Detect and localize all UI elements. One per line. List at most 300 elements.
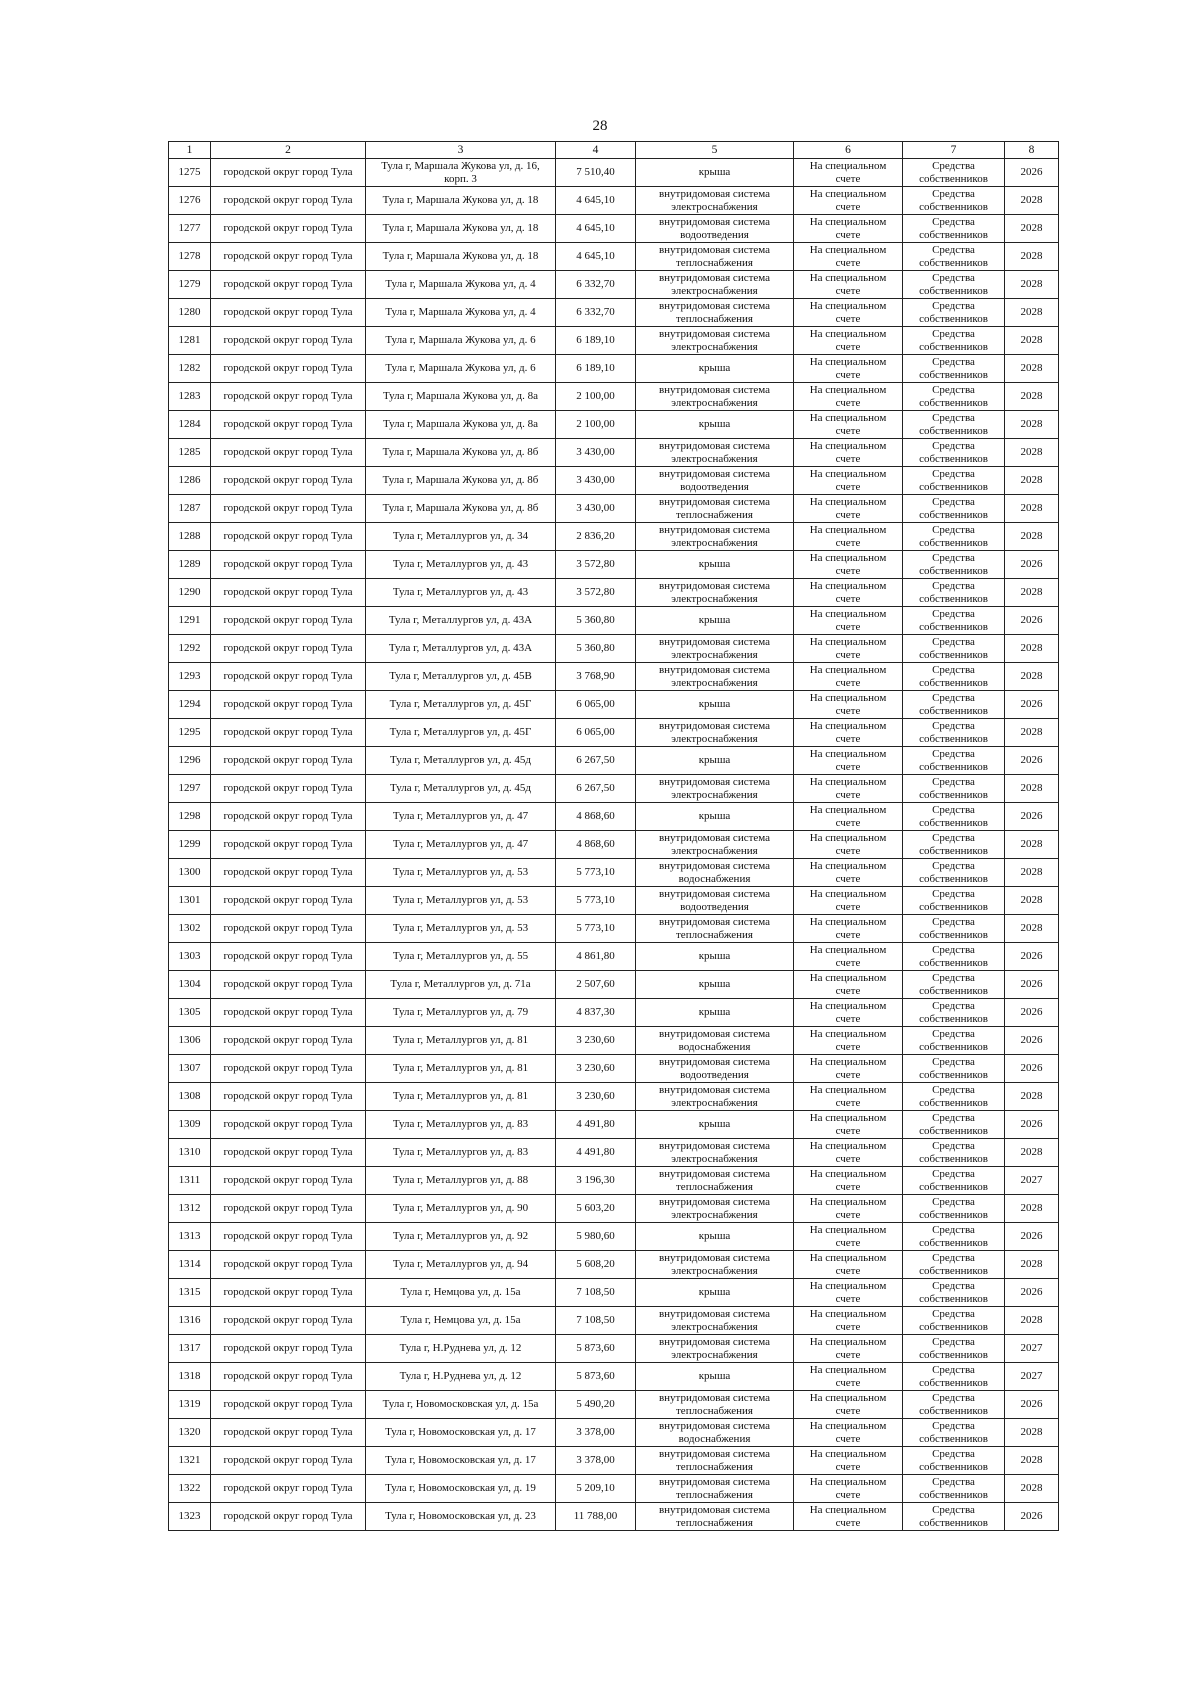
funding-source-cell: Средства собственников — [903, 719, 1005, 747]
area-cell: 2 100,00 — [556, 411, 636, 439]
work-type-cell: внутридомовая система электроснабжения — [636, 1251, 794, 1279]
row-number-cell: 1308 — [169, 1083, 211, 1111]
work-type-cell: внутридомовая система теплоснабжения — [636, 1447, 794, 1475]
area-cell: 3 430,00 — [556, 495, 636, 523]
funding-source-cell: Средства собственников — [903, 159, 1005, 187]
table-row — [169, 999, 1059, 1027]
address-cell: Тула г, Маршала Жукова ул, д. 8б — [366, 467, 556, 495]
column-header: 8 — [1005, 142, 1059, 159]
fund-method-cell: На специальном счете — [794, 523, 903, 551]
fund-method-cell: На специальном счете — [794, 271, 903, 299]
fund-method-cell: На специальном счете — [794, 607, 903, 635]
column-header: 4 — [556, 142, 636, 159]
table-row — [169, 719, 1059, 747]
municipality-cell: городской округ город Тула — [211, 355, 366, 383]
fund-method-cell: На специальном счете — [794, 1139, 903, 1167]
work-type-cell: внутридомовая система теплоснабжения — [636, 299, 794, 327]
row-number-cell: 1275 — [169, 159, 211, 187]
area-cell: 7 510,40 — [556, 159, 636, 187]
area-cell: 4 837,30 — [556, 999, 636, 1027]
fund-method-cell: На специальном счете — [794, 747, 903, 775]
municipality-cell: городской округ город Тула — [211, 1475, 366, 1503]
row-number-cell: 1320 — [169, 1419, 211, 1447]
area-cell: 6 065,00 — [556, 719, 636, 747]
work-type-cell: внутридомовая система электроснабжения — [636, 1139, 794, 1167]
fund-method-cell: На специальном счете — [794, 439, 903, 467]
work-type-cell: внутридомовая система водоотведения — [636, 467, 794, 495]
table-row — [169, 1027, 1059, 1055]
municipality-cell: городской округ город Тула — [211, 495, 366, 523]
year-cell: 2027 — [1005, 1363, 1059, 1391]
work-type-cell: внутридомовая система водоснабжения — [636, 1027, 794, 1055]
row-number-cell: 1312 — [169, 1195, 211, 1223]
table-row — [169, 299, 1059, 327]
address-cell: Тула г, Маршала Жукова ул, д. 8б — [366, 439, 556, 467]
row-number-cell: 1313 — [169, 1223, 211, 1251]
address-cell: Тула г, Немцова ул, д. 15а — [366, 1279, 556, 1307]
area-cell: 5 490,20 — [556, 1391, 636, 1419]
header-row — [169, 142, 1059, 159]
municipality-cell: городской округ город Тула — [211, 327, 366, 355]
table-row — [169, 411, 1059, 439]
fund-method-cell: На специальном счете — [794, 887, 903, 915]
work-type-cell: крыша — [636, 943, 794, 971]
fund-method-cell: На специальном счете — [794, 1419, 903, 1447]
table-row — [169, 607, 1059, 635]
funding-source-cell: Средства собственников — [903, 1363, 1005, 1391]
funding-source-cell: Средства собственников — [903, 299, 1005, 327]
row-number-cell: 1280 — [169, 299, 211, 327]
table-row — [169, 579, 1059, 607]
address-cell: Тула г, Маршала Жукова ул, д. 4 — [366, 299, 556, 327]
municipality-cell: городской округ город Тула — [211, 1195, 366, 1223]
work-type-cell: внутридомовая система электроснабжения — [636, 831, 794, 859]
row-number-cell: 1279 — [169, 271, 211, 299]
row-number-cell: 1295 — [169, 719, 211, 747]
area-cell: 6 332,70 — [556, 299, 636, 327]
row-number-cell: 1296 — [169, 747, 211, 775]
work-type-cell: крыша — [636, 355, 794, 383]
address-cell: Тула г, Новомосковская ул, д. 23 — [366, 1503, 556, 1531]
fund-method-cell: На специальном счете — [794, 1475, 903, 1503]
work-type-cell: крыша — [636, 1223, 794, 1251]
year-cell: 2028 — [1005, 383, 1059, 411]
address-cell: Тула г, Н.Руднева ул, д. 12 — [366, 1335, 556, 1363]
year-cell: 2027 — [1005, 1335, 1059, 1363]
year-cell: 2026 — [1005, 747, 1059, 775]
fund-method-cell: На специальном счете — [794, 943, 903, 971]
work-type-cell: крыша — [636, 1279, 794, 1307]
page-number: 28 — [592, 118, 608, 134]
municipality-cell: городской округ город Тула — [211, 299, 366, 327]
municipality-cell: городской округ город Тула — [211, 1027, 366, 1055]
table-row — [169, 1307, 1059, 1335]
fund-method-cell: На специальном счете — [794, 551, 903, 579]
year-cell: 2028 — [1005, 467, 1059, 495]
area-cell: 3 378,00 — [556, 1419, 636, 1447]
municipality-cell: городской округ город Тула — [211, 439, 366, 467]
work-type-cell: крыша — [636, 747, 794, 775]
table-row — [169, 915, 1059, 943]
funding-source-cell: Средства собственников — [903, 523, 1005, 551]
area-cell: 2 100,00 — [556, 383, 636, 411]
municipality-cell: городской округ город Тула — [211, 1503, 366, 1531]
fund-method-cell: На специальном счете — [794, 999, 903, 1027]
year-cell: 2028 — [1005, 635, 1059, 663]
fund-method-cell: На специальном счете — [794, 1503, 903, 1531]
work-type-cell: внутридомовая система электроснабжения — [636, 383, 794, 411]
funding-source-cell: Средства собственников — [903, 1083, 1005, 1111]
municipality-cell: городской округ город Тула — [211, 803, 366, 831]
area-cell: 3 378,00 — [556, 1447, 636, 1475]
table-row — [169, 971, 1059, 999]
year-cell: 2028 — [1005, 1419, 1059, 1447]
table-row — [169, 663, 1059, 691]
table-row — [169, 1111, 1059, 1139]
area-cell: 5 980,60 — [556, 1223, 636, 1251]
municipality-cell: городской округ город Тула — [211, 383, 366, 411]
area-cell: 6 065,00 — [556, 691, 636, 719]
row-number-cell: 1289 — [169, 551, 211, 579]
address-cell: Тула г, Металлургов ул, д. 34 — [366, 523, 556, 551]
fund-method-cell: На специальном счете — [794, 971, 903, 999]
funding-source-cell: Средства собственников — [903, 1223, 1005, 1251]
row-number-cell: 1299 — [169, 831, 211, 859]
area-cell: 3 768,90 — [556, 663, 636, 691]
address-cell: Тула г, Металлургов ул, д. 43 — [366, 551, 556, 579]
year-cell: 2028 — [1005, 1447, 1059, 1475]
row-number-cell: 1311 — [169, 1167, 211, 1195]
work-type-cell: внутридомовая система электроснабжения — [636, 579, 794, 607]
row-number-cell: 1286 — [169, 467, 211, 495]
table-row — [169, 523, 1059, 551]
year-cell: 2026 — [1005, 1223, 1059, 1251]
table-row — [169, 1447, 1059, 1475]
year-cell: 2028 — [1005, 327, 1059, 355]
table-row — [169, 159, 1059, 187]
year-cell: 2026 — [1005, 1279, 1059, 1307]
row-number-cell: 1307 — [169, 1055, 211, 1083]
row-number-cell: 1292 — [169, 635, 211, 663]
area-cell: 3 430,00 — [556, 439, 636, 467]
area-cell: 5 773,10 — [556, 915, 636, 943]
fund-method-cell: На специальном счете — [794, 691, 903, 719]
municipality-cell: городской округ город Тула — [211, 467, 366, 495]
work-type-cell: крыша — [636, 411, 794, 439]
year-cell: 2028 — [1005, 1139, 1059, 1167]
work-type-cell: крыша — [636, 159, 794, 187]
fund-method-cell: На специальном счете — [794, 159, 903, 187]
municipality-cell: городской округ город Тула — [211, 971, 366, 999]
row-number-cell: 1323 — [169, 1503, 211, 1531]
row-number-cell: 1314 — [169, 1251, 211, 1279]
table-header — [169, 142, 1059, 159]
fund-method-cell: На специальном счете — [794, 1251, 903, 1279]
row-number-cell: 1316 — [169, 1307, 211, 1335]
year-cell: 2028 — [1005, 1251, 1059, 1279]
fund-method-cell: На специальном счете — [794, 775, 903, 803]
area-cell: 3 230,60 — [556, 1055, 636, 1083]
row-number-cell: 1282 — [169, 355, 211, 383]
municipality-cell: городской округ город Тула — [211, 607, 366, 635]
address-cell: Тула г, Маршала Жукова ул, д. 8б — [366, 495, 556, 523]
table-row — [169, 1475, 1059, 1503]
area-cell: 4 645,10 — [556, 187, 636, 215]
table-row — [169, 1223, 1059, 1251]
address-cell: Тула г, Металлургов ул, д. 88 — [366, 1167, 556, 1195]
area-cell: 6 332,70 — [556, 271, 636, 299]
address-cell: Тула г, Металлургов ул, д. 45Г — [366, 691, 556, 719]
address-cell: Тула г, Маршала Жукова ул, д. 6 — [366, 327, 556, 355]
table-row — [169, 691, 1059, 719]
year-cell: 2026 — [1005, 1111, 1059, 1139]
fund-method-cell: На специальном счете — [794, 467, 903, 495]
fund-method-cell: На специальном счете — [794, 327, 903, 355]
funding-source-cell: Средства собственников — [903, 971, 1005, 999]
address-cell: Тула г, Металлургов ул, д. 53 — [366, 887, 556, 915]
fund-method-cell: На специальном счете — [794, 579, 903, 607]
address-cell: Тула г, Маршала Жукова ул, д. 18 — [366, 243, 556, 271]
municipality-cell: городской округ город Тула — [211, 1139, 366, 1167]
municipality-cell: городской округ город Тула — [211, 243, 366, 271]
year-cell: 2026 — [1005, 999, 1059, 1027]
area-cell: 4 868,60 — [556, 831, 636, 859]
work-type-cell: крыша — [636, 971, 794, 999]
fund-method-cell: На специальном счете — [794, 1335, 903, 1363]
area-cell: 11 788,00 — [556, 1503, 636, 1531]
table-row — [169, 467, 1059, 495]
fund-method-cell: На специальном счете — [794, 1447, 903, 1475]
area-cell: 5 608,20 — [556, 1251, 636, 1279]
area-cell: 4 491,80 — [556, 1111, 636, 1139]
fund-method-cell: На специальном счете — [794, 383, 903, 411]
municipality-cell: городской округ город Тула — [211, 747, 366, 775]
funding-source-cell: Средства собственников — [903, 1447, 1005, 1475]
registry-table — [168, 141, 1059, 1531]
funding-source-cell: Средства собственников — [903, 327, 1005, 355]
row-number-cell: 1284 — [169, 411, 211, 439]
municipality-cell: городской округ город Тула — [211, 719, 366, 747]
row-number-cell: 1317 — [169, 1335, 211, 1363]
funding-source-cell: Средства собственников — [903, 859, 1005, 887]
table-row — [169, 215, 1059, 243]
row-number-cell: 1297 — [169, 775, 211, 803]
municipality-cell: городской округ город Тула — [211, 1391, 366, 1419]
address-cell: Тула г, Металлургов ул, д. 81 — [366, 1055, 556, 1083]
funding-source-cell: Средства собственников — [903, 187, 1005, 215]
row-number-cell: 1310 — [169, 1139, 211, 1167]
funding-source-cell: Средства собственников — [903, 1251, 1005, 1279]
funding-source-cell: Средства собственников — [903, 271, 1005, 299]
funding-source-cell: Средства собственников — [903, 1307, 1005, 1335]
fund-method-cell: На специальном счете — [794, 411, 903, 439]
year-cell: 2028 — [1005, 579, 1059, 607]
year-cell: 2026 — [1005, 803, 1059, 831]
year-cell: 2028 — [1005, 915, 1059, 943]
row-number-cell: 1304 — [169, 971, 211, 999]
address-cell: Тула г, Металлургов ул, д. 55 — [366, 943, 556, 971]
fund-method-cell: На специальном счете — [794, 1083, 903, 1111]
fund-method-cell: На специальном счете — [794, 663, 903, 691]
funding-source-cell: Средства собственников — [903, 551, 1005, 579]
year-cell: 2026 — [1005, 1503, 1059, 1531]
fund-method-cell: На специальном счете — [794, 719, 903, 747]
funding-source-cell: Средства собственников — [903, 1195, 1005, 1223]
table-row — [169, 943, 1059, 971]
column-header: 1 — [169, 142, 211, 159]
fund-method-cell: На специальном счете — [794, 1195, 903, 1223]
row-number-cell: 1288 — [169, 523, 211, 551]
row-number-cell: 1294 — [169, 691, 211, 719]
municipality-cell: городской округ город Тула — [211, 1363, 366, 1391]
column-header: 2 — [211, 142, 366, 159]
funding-source-cell: Средства собственников — [903, 607, 1005, 635]
municipality-cell: городской округ город Тула — [211, 187, 366, 215]
table-row — [169, 1503, 1059, 1531]
year-cell: 2028 — [1005, 495, 1059, 523]
row-number-cell: 1319 — [169, 1391, 211, 1419]
funding-source-cell: Средства собственников — [903, 1167, 1005, 1195]
fund-method-cell: На специальном счете — [794, 1363, 903, 1391]
area-cell: 4 645,10 — [556, 243, 636, 271]
work-type-cell: внутридомовая система электроснабжения — [636, 775, 794, 803]
municipality-cell: городской округ город Тула — [211, 831, 366, 859]
row-number-cell: 1277 — [169, 215, 211, 243]
work-type-cell: внутридомовая система теплоснабжения — [636, 1167, 794, 1195]
area-cell: 6 267,50 — [556, 747, 636, 775]
address-cell: Тула г, Металлургов ул, д. 94 — [366, 1251, 556, 1279]
work-type-cell: крыша — [636, 607, 794, 635]
row-number-cell: 1305 — [169, 999, 211, 1027]
area-cell: 6 189,10 — [556, 355, 636, 383]
address-cell: Тула г, Маршала Жукова ул, д. 16, корп. 3 — [366, 159, 556, 187]
funding-source-cell: Средства собственников — [903, 1391, 1005, 1419]
work-type-cell: крыша — [636, 1363, 794, 1391]
year-cell: 2026 — [1005, 551, 1059, 579]
address-cell: Тула г, Металлургов ул, д. 45В — [366, 663, 556, 691]
table-row — [169, 1419, 1059, 1447]
municipality-cell: городской округ город Тула — [211, 859, 366, 887]
work-type-cell: внутридомовая система водоотведения — [636, 215, 794, 243]
funding-source-cell: Средства собственников — [903, 915, 1005, 943]
municipality-cell: городской округ город Тула — [211, 1167, 366, 1195]
row-number-cell: 1298 — [169, 803, 211, 831]
funding-source-cell: Средства собственников — [903, 1475, 1005, 1503]
address-cell: Тула г, Новомосковская ул, д. 17 — [366, 1419, 556, 1447]
table-row — [169, 747, 1059, 775]
municipality-cell: городской округ город Тула — [211, 271, 366, 299]
year-cell: 2028 — [1005, 1195, 1059, 1223]
row-number-cell: 1287 — [169, 495, 211, 523]
funding-source-cell: Средства собственников — [903, 691, 1005, 719]
address-cell: Тула г, Металлургов ул, д. 81 — [366, 1027, 556, 1055]
municipality-cell: городской округ город Тула — [211, 1223, 366, 1251]
municipality-cell: городской округ город Тула — [211, 775, 366, 803]
area-cell: 5 873,60 — [556, 1363, 636, 1391]
address-cell: Тула г, Маршала Жукова ул, д. 18 — [366, 215, 556, 243]
row-number-cell: 1322 — [169, 1475, 211, 1503]
table-row — [169, 859, 1059, 887]
work-type-cell: внутридомовая система электроснабжения — [636, 439, 794, 467]
table-row — [169, 635, 1059, 663]
area-cell: 4 645,10 — [556, 215, 636, 243]
table-row — [169, 1335, 1059, 1363]
funding-source-cell: Средства собственников — [903, 579, 1005, 607]
funding-source-cell: Средства собственников — [903, 355, 1005, 383]
table-row — [169, 803, 1059, 831]
municipality-cell: городской округ город Тула — [211, 1111, 366, 1139]
area-cell: 7 108,50 — [556, 1279, 636, 1307]
column-header: 5 — [636, 142, 794, 159]
work-type-cell: крыша — [636, 551, 794, 579]
table-row — [169, 383, 1059, 411]
area-cell: 2 507,60 — [556, 971, 636, 999]
table-row — [169, 187, 1059, 215]
table-row — [169, 887, 1059, 915]
funding-source-cell: Средства собственников — [903, 411, 1005, 439]
address-cell: Тула г, Металлургов ул, д. 92 — [366, 1223, 556, 1251]
municipality-cell: городской округ город Тула — [211, 159, 366, 187]
area-cell: 5 773,10 — [556, 887, 636, 915]
address-cell: Тула г, Маршала Жукова ул, д. 6 — [366, 355, 556, 383]
row-number-cell: 1285 — [169, 439, 211, 467]
funding-source-cell: Средства собственников — [903, 775, 1005, 803]
fund-method-cell: На специальном счете — [794, 635, 903, 663]
address-cell: Тула г, Металлургов ул, д. 81 — [366, 1083, 556, 1111]
funding-source-cell: Средства собственников — [903, 439, 1005, 467]
fund-method-cell: На специальном счете — [794, 299, 903, 327]
row-number-cell: 1303 — [169, 943, 211, 971]
funding-source-cell: Средства собственников — [903, 1139, 1005, 1167]
row-number-cell: 1281 — [169, 327, 211, 355]
work-type-cell: внутридомовая система теплоснабжения — [636, 1475, 794, 1503]
row-number-cell: 1300 — [169, 859, 211, 887]
area-cell: 3 572,80 — [556, 579, 636, 607]
municipality-cell: городской округ город Тула — [211, 887, 366, 915]
funding-source-cell: Средства собственников — [903, 467, 1005, 495]
table-row — [169, 551, 1059, 579]
funding-source-cell: Средства собственников — [903, 887, 1005, 915]
fund-method-cell: На специальном счете — [794, 1111, 903, 1139]
work-type-cell: внутридомовая система теплоснабжения — [636, 495, 794, 523]
year-cell: 2026 — [1005, 159, 1059, 187]
municipality-cell: городской округ город Тула — [211, 635, 366, 663]
funding-source-cell: Средства собственников — [903, 1503, 1005, 1531]
work-type-cell: внутридомовая система электроснабжения — [636, 663, 794, 691]
area-cell: 3 430,00 — [556, 467, 636, 495]
row-number-cell: 1283 — [169, 383, 211, 411]
area-cell: 4 491,80 — [556, 1139, 636, 1167]
year-cell: 2028 — [1005, 1083, 1059, 1111]
table-row — [169, 831, 1059, 859]
row-number-cell: 1302 — [169, 915, 211, 943]
address-cell: Тула г, Н.Руднева ул, д. 12 — [366, 1363, 556, 1391]
work-type-cell: крыша — [636, 803, 794, 831]
area-cell: 5 209,10 — [556, 1475, 636, 1503]
area-cell: 7 108,50 — [556, 1307, 636, 1335]
row-number-cell: 1278 — [169, 243, 211, 271]
address-cell: Тула г, Немцова ул, д. 15а — [366, 1307, 556, 1335]
work-type-cell: внутридомовая система теплоснабжения — [636, 243, 794, 271]
year-cell: 2026 — [1005, 943, 1059, 971]
table-row — [169, 495, 1059, 523]
work-type-cell: крыша — [636, 999, 794, 1027]
work-type-cell: внутридомовая система водоснабжения — [636, 859, 794, 887]
year-cell: 2028 — [1005, 887, 1059, 915]
year-cell: 2028 — [1005, 1307, 1059, 1335]
year-cell: 2026 — [1005, 691, 1059, 719]
municipality-cell: городской округ город Тула — [211, 551, 366, 579]
